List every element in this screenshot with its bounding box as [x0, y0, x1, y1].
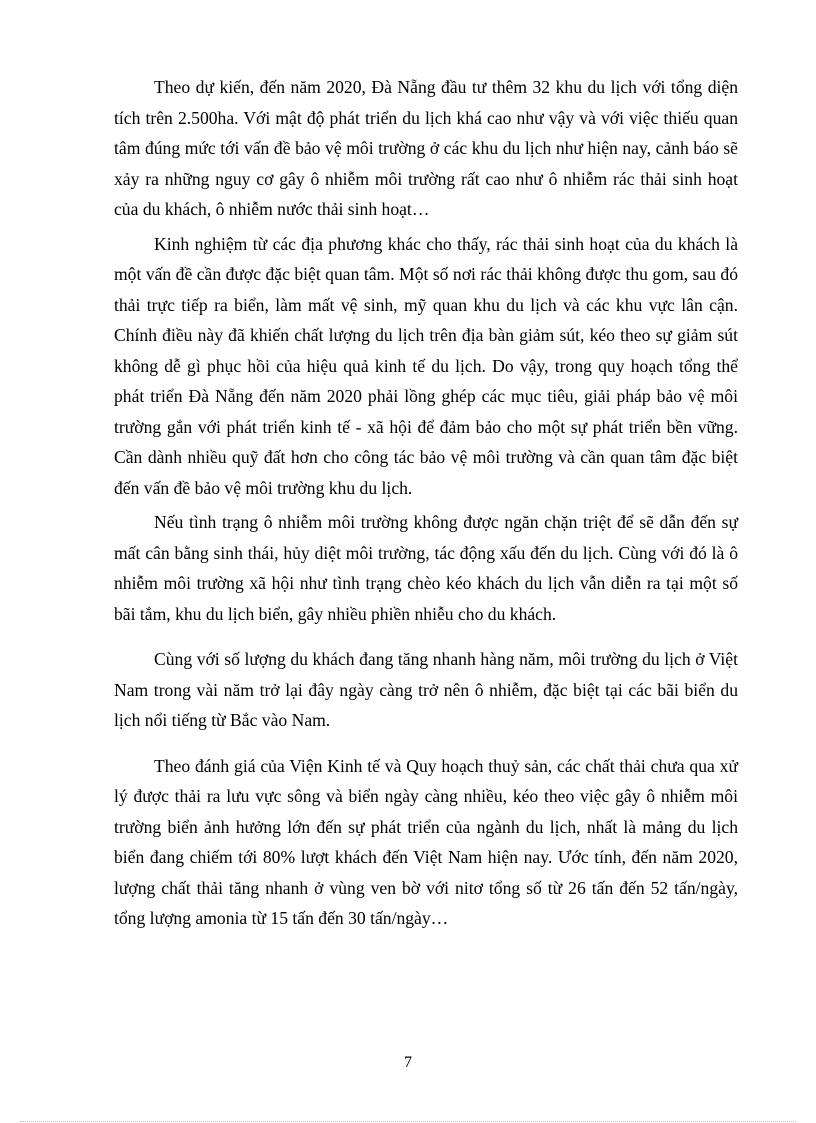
paragraph-tourist-growth: Cùng với số lượng du khách đang tăng nhanh hàng năm, môi trường du lịch ở Việt Nam trong vài năm trở lại đây ngày càng trở nên ô nhiễm, đặc biệt tại các bãi biển du lịch nổi tiếng từ Bắc vào Nam. — [114, 649, 738, 730]
page-number: 7 — [404, 1054, 412, 1071]
paragraph-danang-projection: Theo dự kiến, đến năm 2020, Đà Nẵng đầu tư thêm 32 khu du lịch với tổng diện tích trên 2.500ha. Với mật độ phát triển du lịch khá cao như vậy và với việc thiếu quan tâm đúng mức tới vấn đề bảo vệ môi trường ở các khu du lịch như hiện nay, cảnh báo sẽ xảy ra những nguy cơ gây ô nhiễm môi trường rất cao như ô nhiễm rác thải sinh hoạt của du khách, ô nhiễm nước thải sinh hoạt… — [114, 77, 738, 219]
paragraph-pollution-consequences: Nếu tình trạng ô nhiễm môi trường không được ngăn chặn triệt để sẽ dẫn đến sự mất cân bằng sinh thái, hủy diệt môi trường, tác động xấu đến du lịch. Cùng với đó là ô nhiễm môi trường xã hội như tình trạng chèo kéo khách du lịch vẫn diễn ra tại một số bãi tắm, khu du lịch biển, gây nhiều phiền nhiễu cho du khách. — [114, 512, 738, 624]
document-body — [114, 72, 738, 934]
paragraph-fisheries-assessment: Theo đánh giá của Viện Kinh tế và Quy hoạch thuỷ sản, các chất thải chưa qua xử lý được thải ra lưu vực sông và biển ngày càng nhiều, kéo theo việc gây ô nhiễm môi trường biển ảnh hưởng lớn đến sự phát triển của ngành du lịch, nhất là mảng du lịch biển đang chiếm tới 80% lượt khách đến Việt Nam hiện nay. Ước tính, đến năm 2020, lượng chất thải tăng nhanh ở vùng ven bờ với nitơ tổng số từ 26 tấn đến 52 tấn/ngày, tổng lượng amonia từ 15 tấn đến 30 tấn/ngày… — [114, 755, 738, 928]
page-bottom-edge — [20, 1121, 796, 1122]
paragraph-waste-experience: Kinh nghiệm từ các địa phương khác cho thấy, rác thải sinh hoạt của du khách là một vấn đề cần được đặc biệt quan tâm. Một số nơi rác thải không được thu gom, sau đó thải trực tiếp ra biển, làm mất vệ sinh, mỹ quan khu du lịch và các khu vực lân cận. Chính điều này đã khiến chất lượng du lịch trên địa bàn giảm sút, kéo theo sự giảm sút không dễ gì phục hồi của hiệu quả kinh tế du lịch. Do vậy, trong quy hoạch tổng thể phát triển Đà Nẵng đến năm 2020 phải lồng ghép các mục tiêu, giải pháp bảo vệ môi trường gắn với phát triển kinh tế - xã hội để đảm bảo cho một sự phát triển bền vững. Cần dành nhiều quỹ đất hơn cho công tác bảo vệ môi trường và cần quan tâm đặc biệt đến vấn đề bảo vệ môi trường khu du lịch. — [114, 233, 738, 498]
